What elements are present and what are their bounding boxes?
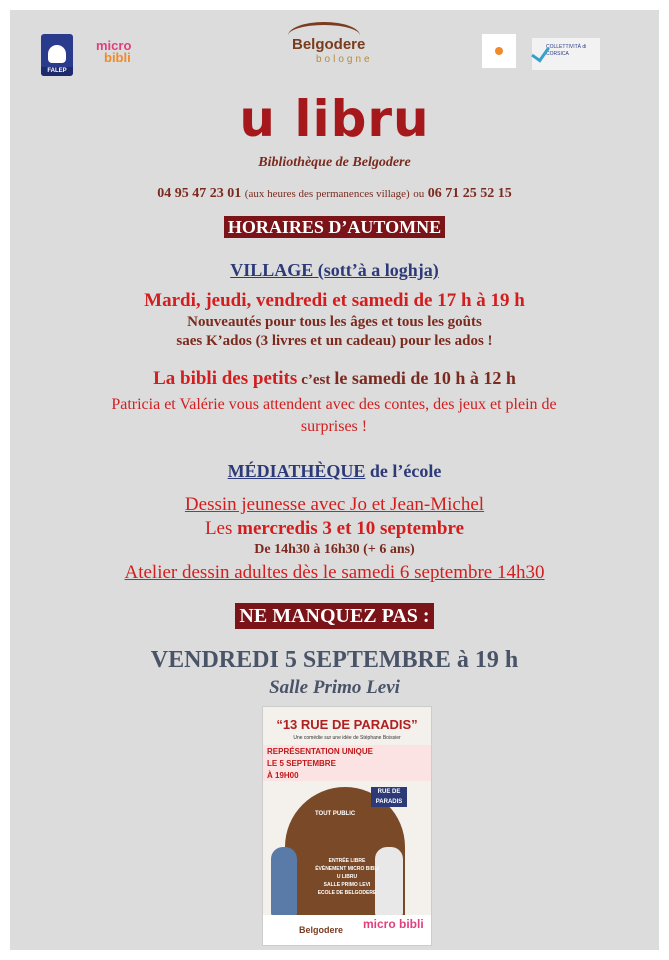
autumn-header-label: HORAIRES D’AUTOMNE	[224, 216, 445, 238]
event-poster	[262, 706, 432, 946]
micro-label: micro	[96, 38, 132, 53]
phone-or: ou	[413, 188, 425, 200]
mediatheque-header-main: MÉDIATHÈQUE	[227, 461, 366, 481]
mercredis-dates: mercredis 3 et 10 septembre	[237, 518, 465, 539]
partner-dot-icon	[495, 47, 503, 55]
poster-footer-belgodere: Belgodere	[299, 925, 344, 935]
phone-note: (aux heures des permanences village)	[244, 188, 410, 200]
poster-rep-block	[263, 745, 431, 781]
mediatheque-header-rest: de l’école	[369, 461, 442, 481]
page-subtitle: Bibliothèque de Belgodere	[258, 155, 411, 170]
phone-line	[10, 186, 659, 202]
collectivite-label: COLLETTIVITÀ di CORSICA	[546, 44, 587, 57]
poster-footer	[263, 915, 431, 945]
event-place: Salle Primo Levi	[269, 677, 400, 698]
phone-number-1: 04 95 47 23 01	[157, 186, 242, 201]
bibli-label: bibli	[104, 50, 131, 65]
autumn-header	[10, 216, 659, 238]
micro-bibli-logo	[96, 40, 156, 78]
mediatheque-header	[10, 461, 659, 482]
poster-line: ECOLE DE BELGODERE	[317, 890, 377, 896]
bibli-petits-name: La bibli des petits	[153, 368, 298, 389]
poster-title: “13 RUE DE PARADIS”	[276, 717, 418, 732]
poster-line: ÉVÈNEMENT MICRO BIBLI	[315, 866, 379, 872]
ne-manquez-label: NE MANQUEZ PAS :	[235, 603, 433, 629]
village-nouveautes: Nouveautés pour tous les âges et tous les goûts	[187, 314, 482, 330]
poster-line: SALLE PRIMO LEVI	[323, 882, 371, 888]
mercredis-line	[10, 518, 659, 540]
ne-manquez-header	[10, 603, 659, 629]
bologne-logo-text: bologne	[316, 54, 373, 65]
poster-time: À 19H00	[267, 771, 299, 780]
falep-logo	[41, 34, 73, 76]
poster-line: ENTRÉE LIBRE	[328, 858, 366, 864]
partner-logo	[482, 34, 516, 68]
poster-public: TOUT PUBLIC	[315, 811, 356, 817]
village-saes: saes K’ados (3 livres et un cadeau) pour les ados !	[176, 333, 493, 349]
mediatheque-hours: De 14h30 à 16h30 (+ 6 ans)	[254, 542, 415, 557]
bibli-petits-when: le samedi de 10 h à 12 h	[334, 368, 516, 388]
belgodere-logo-text: Belgodere	[292, 36, 366, 53]
collectivite-corse-logo	[532, 38, 600, 70]
poster-subtitle: Une comédie sur une idée de Stéphane Boissier	[293, 735, 401, 741]
bibli-petits-text: Patricia et Valérie vous attendent avec des contes, des jeux et plein de surprises !	[111, 396, 557, 435]
poster-date: LE 5 SEPTEMBRE	[267, 759, 336, 768]
village-days: Mardi, jeudi, vendredi et samedi de 17 h à 19 h	[144, 290, 525, 311]
poster-info-lines	[307, 857, 387, 897]
poster-footer-micro: micro bibli	[363, 917, 424, 931]
poster-rep: REPRÉSENTATION UNIQUE	[267, 747, 373, 756]
event-date: VENDREDI 5 SEPTEMBRE à 19 h	[150, 647, 519, 673]
poster-line: U LIBRU	[336, 874, 358, 880]
page-title: u libru	[239, 90, 430, 148]
mercredis-les: Les	[204, 518, 233, 539]
belgodere-logo	[280, 18, 390, 76]
bibli-petits-line	[10, 368, 659, 390]
poster-page	[10, 10, 659, 950]
village-header: VILLAGE (sott’à a loghja)	[230, 260, 439, 280]
atelier-adultes: Atelier dessin adultes dès le samedi 6 septembre 14h30	[124, 562, 545, 583]
dessin-jeunesse: Dessin jeunesse avec Jo et Jean-Michel	[184, 494, 485, 515]
crest-icon	[48, 45, 66, 63]
actress-figure	[271, 847, 297, 917]
phone-number-2: 06 71 25 52 15	[427, 186, 512, 201]
street-sign: RUE DE PARADIS	[371, 787, 407, 807]
bibli-petits-cest: c’est	[301, 372, 331, 388]
falep-label: FALEP	[41, 67, 73, 76]
